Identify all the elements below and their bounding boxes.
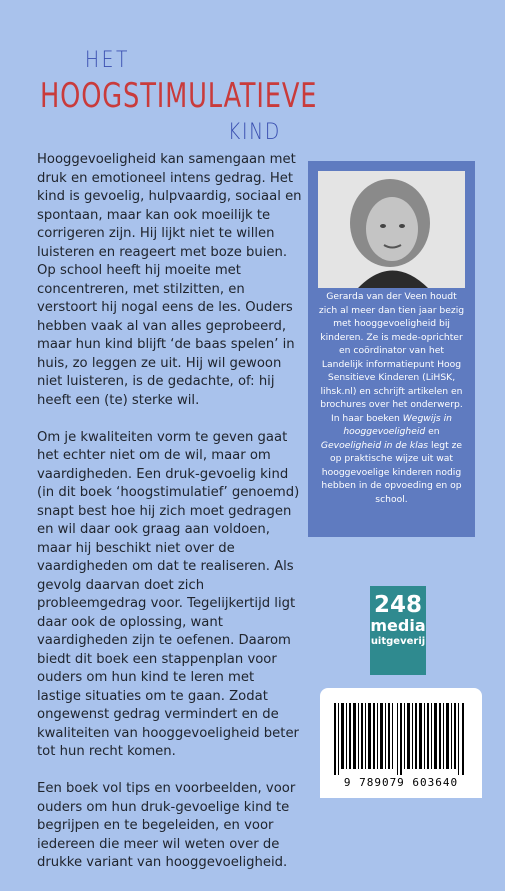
- barcode-icon: [332, 703, 470, 775]
- publisher-logo: [370, 586, 426, 675]
- title-kind: KIND: [228, 120, 281, 145]
- book-title-2: Gevoeligheid in de klas: [320, 439, 429, 451]
- barcode-box: [320, 688, 482, 798]
- logo-number: 248: [373, 592, 422, 618]
- isbn-number: 9 789079 603640: [343, 776, 459, 789]
- book-title-1: Wegwijs in hooggevoeligheid: [343, 412, 452, 437]
- bio-text: Gerarda van der Veen houdt zich al meer dan tien jaar bezig met hooggevoeligheid bij kinderen. Ze is mede-oprichter en coördinator van het Landelijk informatiepunt Hoog Sensitieve Kinderen (LiHSK, lihsk.nl) en schrijft artikelen en brochures over het onderwerp. In haar boeken: [318, 291, 465, 424]
- paragraph: Hooggevoeligheid kan samengaan met druk en emotioneel intens gedrag. Het kind is gevoelig, hulpvaardig, sociaal en spontaan, maar kan ook moeilijk te corrigeren zijn. Hij lijkt niet te willen luisteren en reageert met boze buien. Op school heeft hij moeite met concentreren, met stilzitten, en verstoort hij nogal eens de les. Ouders hebben vaak al van alles geprobeerd, maar hun kind blijft ‘de baas spelen’ in huis, zo leggen ze uit. Hij wil gewoon niet luisteren, is de gedachte, of: hij heeft een (te) sterke wil.: [37, 152, 302, 408]
- book-title: [0, 44, 505, 152]
- author-box: [308, 161, 475, 537]
- author-portrait-icon: [318, 171, 465, 288]
- author-photo: [318, 171, 465, 288]
- bio-text: legt ze op praktische wijze uit wat hooggevoelige kinderen nodig hebben in de opvoeding en op school.: [321, 439, 463, 505]
- title-main: HOOGSTIMULATIEVE: [40, 76, 318, 116]
- title-het: HET: [85, 48, 130, 73]
- paragraph: Een boek vol tips en voorbeelden, voor ouders om hun druk-gevoelige kind te begrijpen en te begeleiden, en voor iedereen die meer wil weten over de drukke variant van hooggevoeligheid.: [37, 781, 296, 870]
- author-bio: [318, 290, 465, 506]
- logo-media: media: [370, 616, 426, 635]
- bio-text: en: [428, 426, 440, 437]
- back-cover-text: [37, 151, 302, 891]
- paragraph: Om je kwaliteiten vorm te geven gaat het echter niet om de wil, maar om vaardigheden. Een druk-gevoelig kind (in dit boek ‘hoogstimulatief’ genoemd) snapt best hoe hij zich moet gedragen en wil daar ook graag aan voldoen, maar hij beschikt niet over de vaardigheden om dat te realiseren. Als gevolg daarvan doet zich probleemgedrag voor. Tegelijkertijd ligt daar ook de oplossing, want vaardigheden zijn te oefenen. Daarom biedt dit boek een stappenplan voor ouders om hun kind te leren met lastige situaties om te gaan. Zodat ongewenst gedrag vermindert en de kwaliteiten van hooggevoeligheid beter tot hun recht komen.: [37, 429, 300, 759]
- logo-uitgeverij: uitgeverij: [370, 636, 426, 647]
